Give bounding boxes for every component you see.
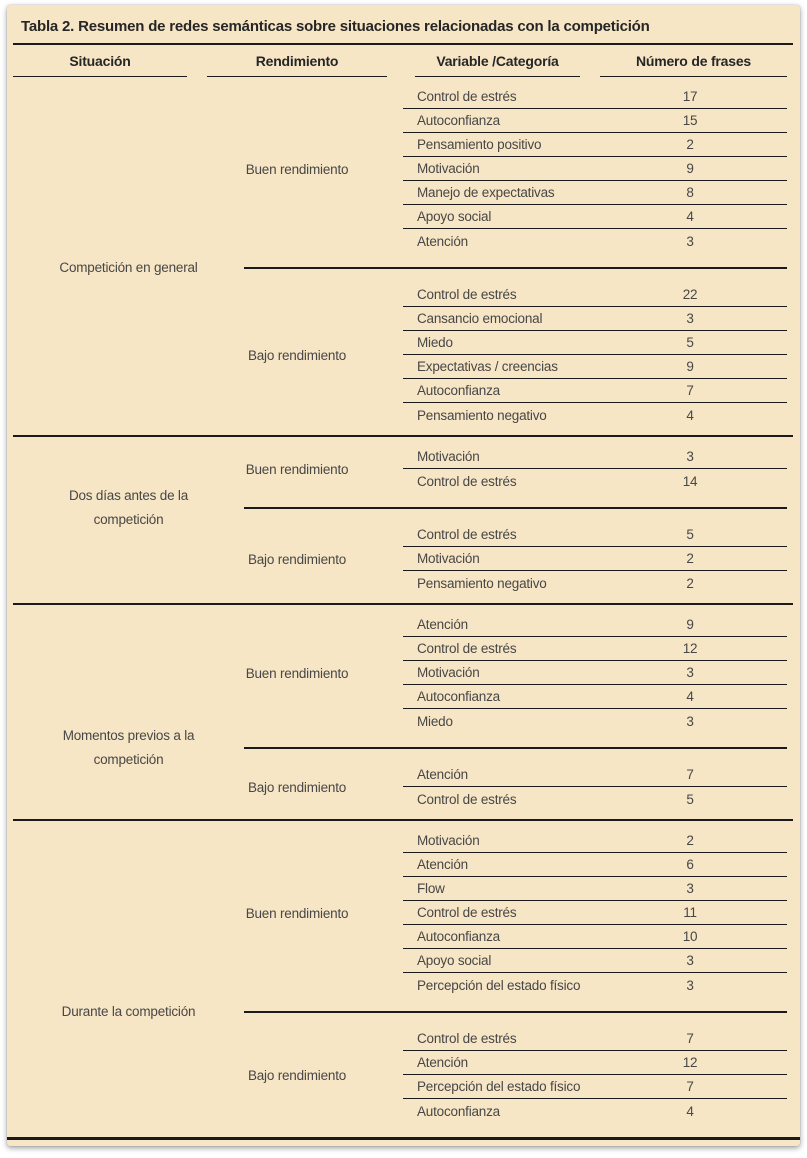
frases-count-cell: 3 (686, 977, 694, 993)
table-panel (7, 5, 800, 1146)
frases-count-cell: 9 (686, 359, 694, 374)
table-row (403, 109, 787, 133)
frases-count-cell: 3 (686, 233, 694, 249)
rendimiento-label: Buen rendimiento (245, 665, 349, 681)
variable-cell: Control de estrés (417, 527, 517, 542)
variable-rows (403, 613, 787, 733)
frases-count-cell: 3 (686, 665, 694, 680)
variable-cell: Motivación (417, 551, 480, 566)
variable-cell: Control de estrés (417, 473, 517, 489)
rendimiento-label: Bajo rendimiento (247, 1067, 347, 1083)
table-section (13, 437, 793, 603)
frases-count-cell: 2 (686, 833, 694, 848)
variable-rows (403, 523, 787, 595)
table-row (403, 829, 787, 853)
frases-count-cell: 3 (686, 953, 694, 968)
variable-cell: Autoconfianza (417, 113, 500, 128)
variable-cell: Miedo (417, 335, 453, 350)
table-row (403, 571, 787, 595)
rendimiento-label: Bajo rendimiento (247, 779, 347, 795)
table-row (403, 331, 787, 355)
frases-count-cell: 4 (686, 209, 694, 224)
variable-cell: Apoyo social (417, 953, 492, 968)
table-row (403, 1099, 787, 1123)
frases-count-cell: 8 (686, 185, 694, 200)
table-row (403, 85, 787, 109)
rendimiento-cell (13, 613, 403, 733)
variable-cell: Motivación (417, 449, 480, 464)
rendimiento-cell (13, 85, 403, 253)
group-separator-line (244, 1011, 787, 1013)
table-row (403, 469, 787, 493)
variable-rows (403, 85, 787, 253)
table-row (403, 157, 787, 181)
frases-count-cell: 4 (686, 689, 694, 704)
table-row (403, 445, 787, 469)
variable-cell: Pensamiento negativo (417, 575, 547, 591)
rendimiento-group (13, 821, 793, 1005)
bottom-rule (7, 1137, 800, 1140)
frases-count-cell: 3 (686, 449, 694, 464)
rendimiento-group (13, 77, 793, 261)
variable-cell: Motivación (417, 665, 480, 680)
variable-cell: Motivación (417, 833, 480, 848)
group-separator-row (13, 728, 793, 767)
variable-cell: Apoyo social (417, 209, 492, 224)
table-header-row (13, 45, 787, 77)
table-section (13, 77, 793, 435)
table-row (403, 763, 787, 787)
table-row (403, 547, 787, 571)
variable-cell: Atención (417, 617, 468, 632)
table-section (13, 821, 793, 1131)
frases-count-cell: 2 (686, 551, 694, 566)
table-title: Tabla 2. Resumen de redes semánticas sobre situaciones relacionadas con la competición (21, 18, 650, 35)
variable-cell: Autoconfianza (417, 383, 500, 398)
frases-count-cell: 7 (686, 1031, 694, 1046)
table-row (403, 901, 787, 925)
table-section (13, 605, 793, 819)
frases-count-cell: 3 (686, 881, 694, 896)
variable-cell: Atención (417, 857, 468, 872)
frases-count-cell: 11 (683, 905, 697, 920)
table-row (403, 973, 787, 997)
table-row (403, 949, 787, 973)
table-row (403, 205, 787, 229)
column-header-rendimiento: Rendimiento (207, 45, 387, 77)
column-header-situacion: Situación (13, 45, 187, 77)
variable-cell: Control de estrés (417, 287, 517, 302)
table-row (403, 307, 787, 331)
variable-cell: Atención (417, 767, 468, 782)
frases-count-cell: 7 (686, 383, 694, 398)
frases-count-cell: 14 (682, 473, 698, 489)
situacion-label: Momentos previos a la competición (62, 728, 195, 767)
frases-count-cell: 2 (686, 575, 694, 591)
group-separator-row (13, 260, 793, 275)
frases-count-cell: 2 (686, 137, 694, 152)
group-separator-line (244, 507, 787, 509)
variable-cell: Autoconfianza (417, 929, 500, 944)
variable-cell: Pensamiento negativo (417, 407, 547, 423)
frases-count-cell: 6 (686, 857, 694, 872)
frases-count-cell: 22 (682, 287, 698, 302)
rendimiento-label: Buen rendimiento (245, 905, 349, 921)
variable-rows (403, 445, 787, 493)
frases-count-cell: 10 (682, 929, 698, 944)
table-row (403, 637, 787, 661)
variable-cell: Percepción del estado físico (417, 977, 581, 993)
table-row (403, 181, 787, 205)
variable-cell: Atención (417, 233, 468, 249)
group-separator-row (13, 1004, 793, 1019)
rendimiento-cell (13, 829, 403, 997)
table-row (403, 613, 787, 637)
variable-cell: Expectativas / creencias (417, 359, 558, 374)
rendimiento-group (13, 605, 793, 741)
frases-count-cell: 7 (686, 767, 694, 782)
variable-cell: Flow (417, 881, 445, 896)
frases-count-cell: 17 (682, 89, 698, 104)
table-row (403, 853, 787, 877)
table-row (403, 685, 787, 709)
frases-count-cell: 5 (686, 527, 694, 542)
rendimiento-label: Bajo rendimiento (247, 551, 347, 567)
table-row (403, 1027, 787, 1051)
group-separator-row (13, 488, 793, 527)
variable-cell: Manejo de expectativas (417, 185, 555, 200)
rendimiento-group (13, 1019, 793, 1131)
variable-cell: Cansancio emocional (417, 311, 543, 326)
frases-count-cell: 15 (682, 113, 698, 128)
table-row (403, 709, 787, 733)
rendimiento-label: Buen rendimiento (245, 461, 349, 477)
column-header-variable: Variable /Categoría (415, 45, 580, 77)
variable-cell: Control de estrés (417, 905, 517, 920)
frases-count-cell: 4 (686, 1103, 694, 1119)
frases-count-cell: 9 (686, 617, 694, 632)
variable-cell: Control de estrés (417, 641, 517, 656)
table-row (403, 403, 787, 427)
table-row (403, 379, 787, 403)
table-row (403, 133, 787, 157)
frases-count-cell: 5 (686, 791, 694, 807)
frases-count-cell: 7 (686, 1079, 694, 1094)
situacion-label: Competición en general (59, 260, 198, 275)
table-row (403, 1051, 787, 1075)
situacion-label: Dos días antes de la competición (68, 488, 189, 527)
frases-count-cell: 9 (686, 161, 694, 176)
table-row (403, 1075, 787, 1099)
variable-cell: Atención (417, 1055, 468, 1070)
frases-count-cell: 5 (686, 335, 694, 350)
variable-cell: Control de estrés (417, 791, 517, 807)
frases-count-cell: 12 (682, 641, 698, 656)
variable-cell: Percepción del estado físico (417, 1079, 581, 1094)
frases-count-cell: 3 (686, 311, 694, 326)
group-separator-line (244, 747, 787, 749)
variable-rows (403, 1027, 787, 1123)
variable-cell: Control de estrés (417, 1031, 517, 1046)
column-header-frases: Número de frases (600, 45, 787, 77)
situacion-label: Durante la competición (61, 1004, 196, 1019)
rendimiento-group (13, 275, 793, 435)
table-body (13, 77, 793, 1131)
variable-cell: Control de estrés (417, 89, 517, 104)
variable-cell: Autoconfianza (417, 1103, 500, 1119)
frases-count-cell: 12 (682, 1055, 698, 1070)
frases-count-cell: 4 (686, 407, 694, 423)
table-row (403, 925, 787, 949)
table-content (7, 5, 800, 1131)
frases-count-cell: 3 (686, 713, 694, 729)
variable-cell: Miedo (417, 713, 453, 729)
variable-rows (403, 283, 787, 427)
variable-cell: Autoconfianza (417, 689, 500, 704)
rendimiento-cell (13, 523, 403, 595)
table-row (403, 787, 787, 811)
table-row (403, 229, 787, 253)
table-row (403, 523, 787, 547)
table-row (403, 877, 787, 901)
variable-rows (403, 829, 787, 997)
group-separator-line (244, 267, 787, 269)
rendimiento-cell (13, 1027, 403, 1123)
table-row (403, 661, 787, 685)
table-row (403, 355, 787, 379)
table-row (403, 283, 787, 307)
variable-rows (403, 763, 787, 811)
variable-cell: Pensamiento positivo (417, 137, 542, 152)
variable-cell: Motivación (417, 161, 480, 176)
rendimiento-cell (13, 283, 403, 427)
rendimiento-label: Bajo rendimiento (247, 347, 347, 363)
rendimiento-label: Buen rendimiento (245, 161, 349, 177)
